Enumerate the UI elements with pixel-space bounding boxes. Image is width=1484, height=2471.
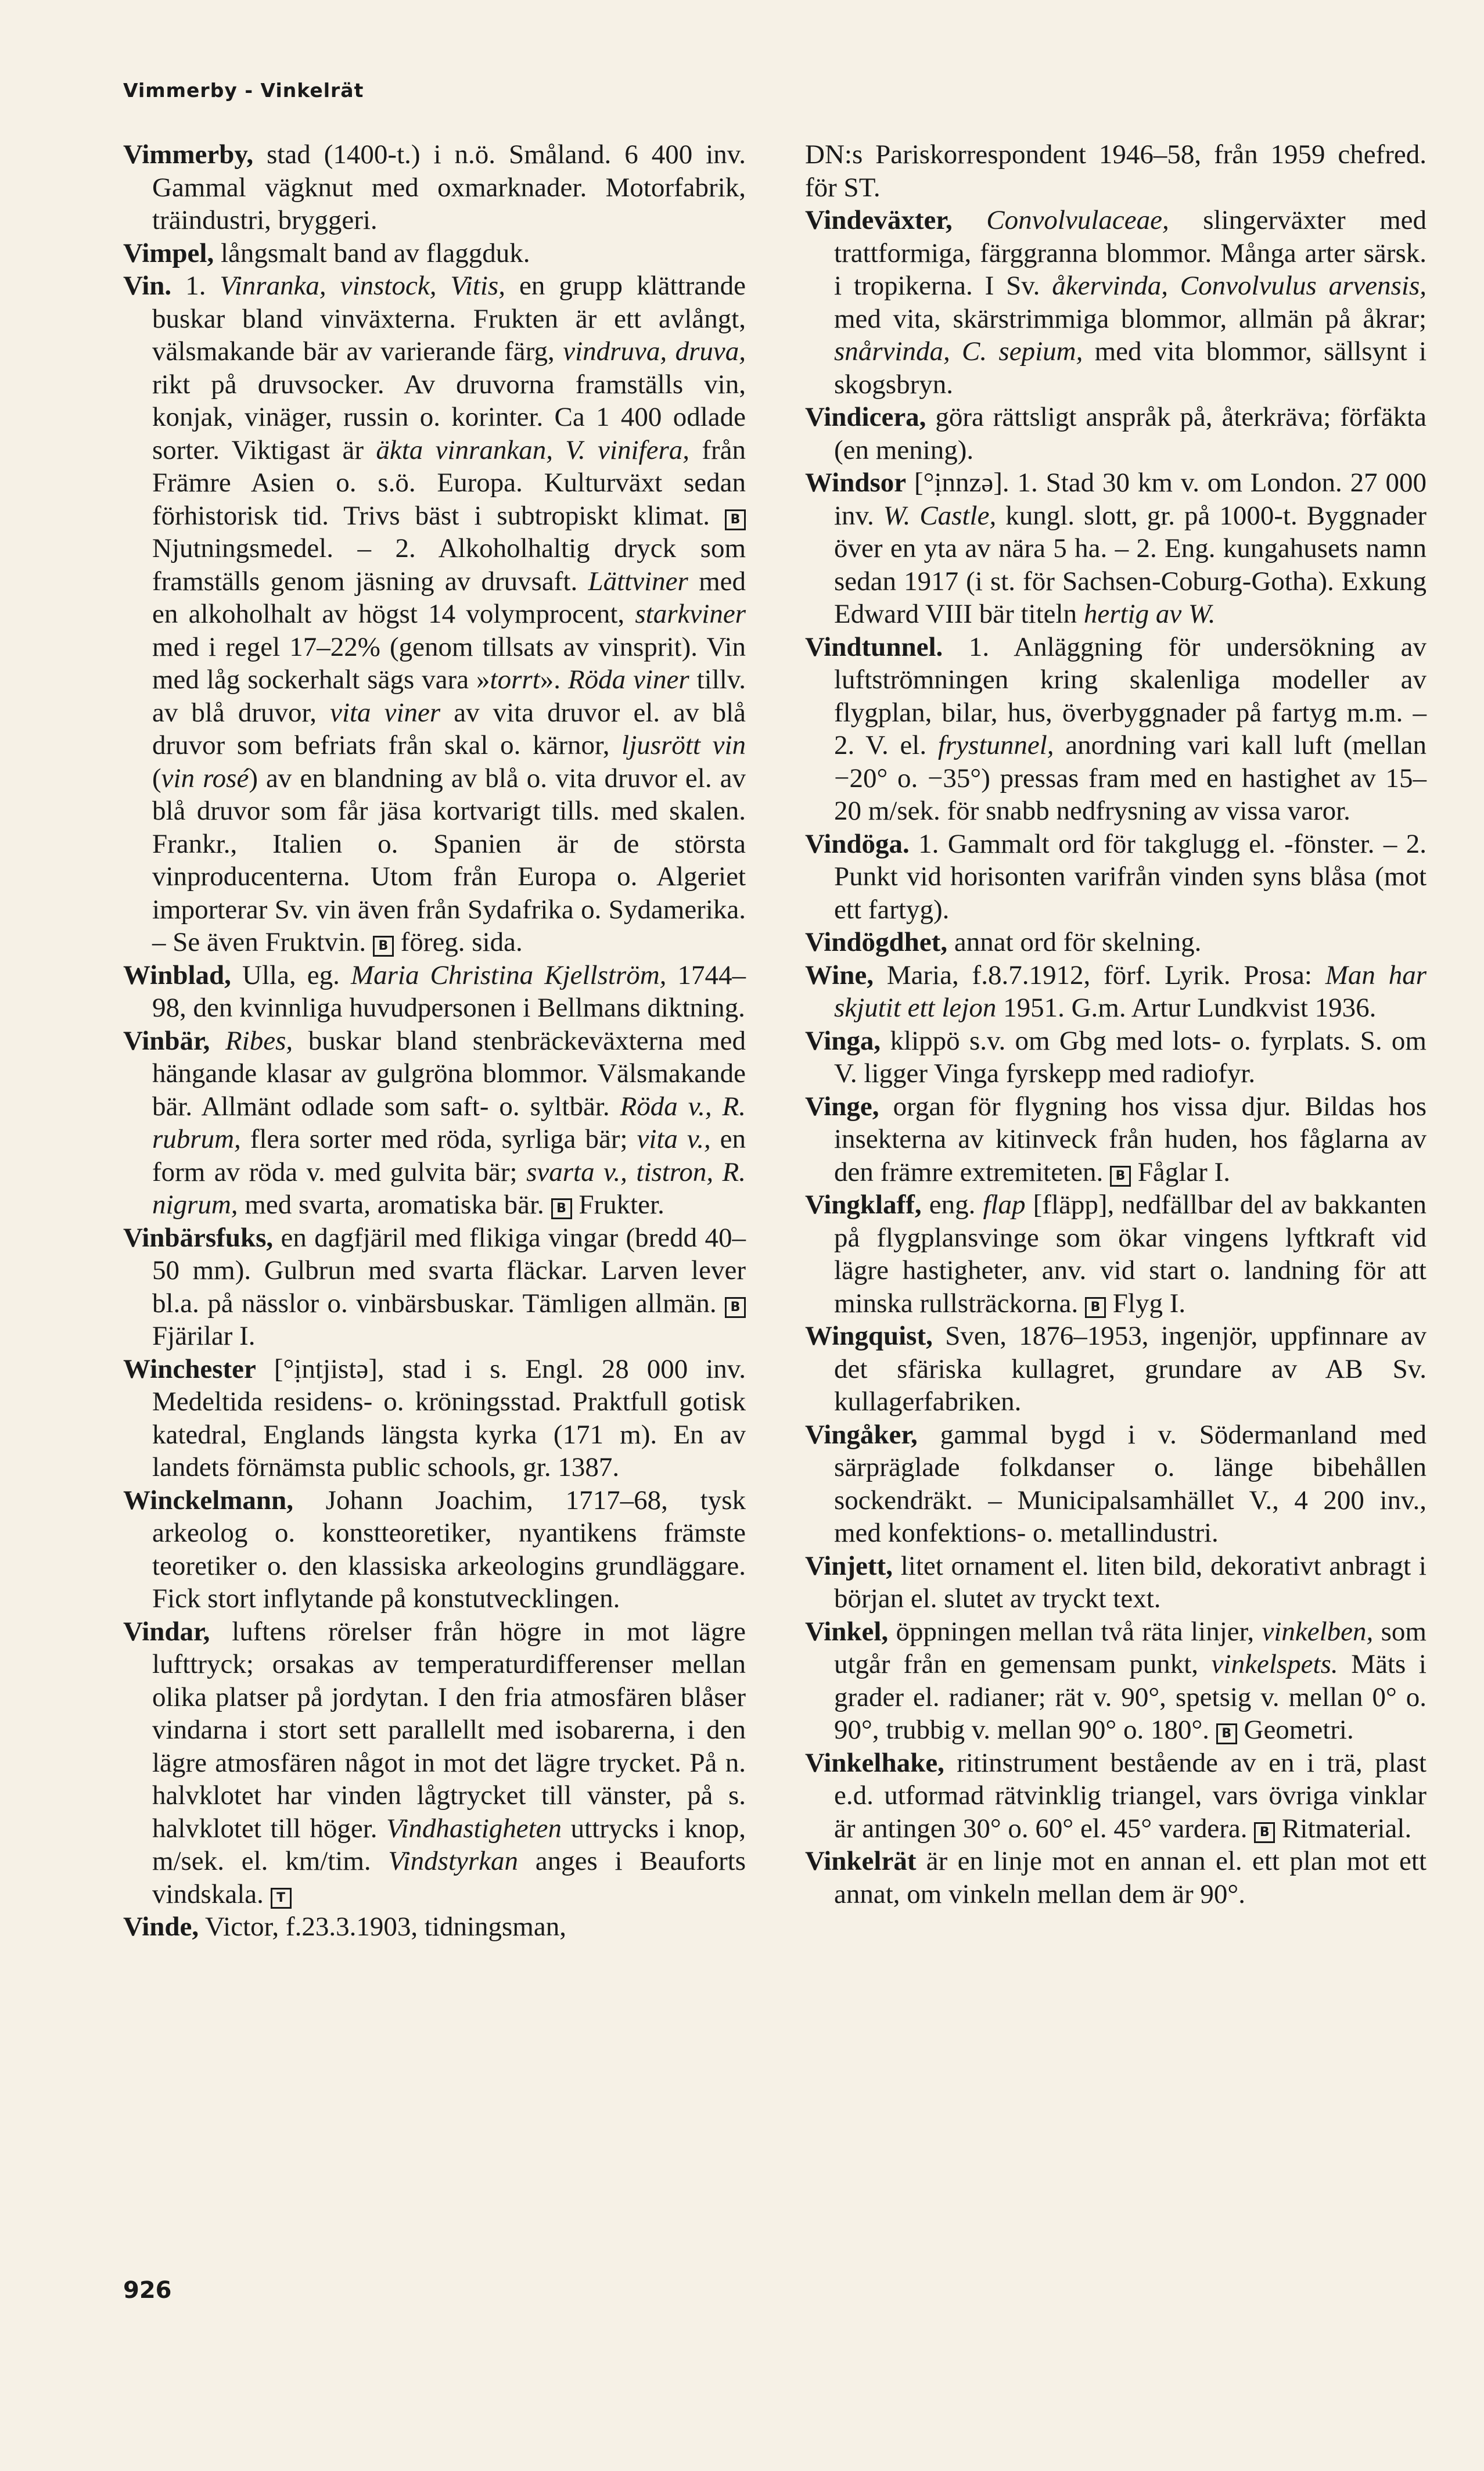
italic-term: vita v., xyxy=(637,1124,711,1154)
entry-text: 1951. G.m. Artur Lundkvist 1936. xyxy=(996,993,1377,1023)
italic-term: Vinranka, vinstock, Vitis, xyxy=(220,271,505,301)
entry-text: en grupp klättrande buskar bland vinväxterna. Frukten är ett avlångt, välsmakande bär av varierande färg, xyxy=(152,271,746,367)
dictionary-entry xyxy=(805,466,1426,631)
entry-text: eng. xyxy=(921,1190,983,1220)
headword: Wingquist, xyxy=(805,1321,933,1351)
entry-text: ritinstrument bestående av en i trä, plast e.d. utformad rätvinklig triangel, vars övriga vinklar är antingen 30° o. 60° el. 45° vardera. xyxy=(834,1747,1426,1844)
left-column xyxy=(123,138,746,1944)
headword: Vindögdhet, xyxy=(805,927,948,957)
entry-text: flera sorter med röda, syrliga bär; xyxy=(240,1124,637,1154)
entry-text: gammal bygd i v. Södermanland med särpräglade folkdanser o. länge bibehållen sockendräkt. – Municipalsamhället V., 4 200 inv., med konfektions- o. metallindustri. xyxy=(834,1419,1426,1548)
italic-term: Vindstyrkan xyxy=(388,1846,519,1876)
headword: Windsor xyxy=(805,468,907,498)
entry-text: Flyg I. xyxy=(1106,1288,1186,1319)
dictionary-entry xyxy=(123,1910,746,1944)
italic-term: ljusrött vin xyxy=(621,730,746,760)
italic-term: svarta v., tistron, R. nigrum, xyxy=(152,1157,746,1220)
entry-text: Ulla, eg. xyxy=(231,960,351,990)
dictionary-entry xyxy=(805,1188,1426,1320)
dictionary-entry xyxy=(805,1025,1426,1090)
italic-term: snårvinda, C. sepium, xyxy=(834,336,1083,367)
entry-text: Fåglar I. xyxy=(1130,1157,1230,1187)
entry-text: föreg. sida. xyxy=(393,927,523,957)
picture-reference-icon: B xyxy=(1254,1822,1275,1843)
italic-term: starkviner xyxy=(635,599,746,629)
italic-term: vin rosé xyxy=(161,763,249,793)
entry-text: ». xyxy=(540,665,568,695)
dictionary-entry xyxy=(805,926,1426,959)
right-column xyxy=(805,138,1426,1910)
entry-continuation xyxy=(805,138,1426,204)
dictionary-entry xyxy=(123,270,746,959)
headword: Vingklaff, xyxy=(805,1190,922,1220)
entry-text: Frukter. xyxy=(572,1190,664,1220)
headword: Vindar, xyxy=(123,1616,210,1647)
picture-reference-icon: B xyxy=(1110,1166,1131,1187)
dictionary-entry xyxy=(805,959,1426,1025)
entry-text: är en linje mot en annan el. ett plan mot ett annat, om vinkeln mellan dem är 90°. xyxy=(834,1846,1426,1909)
entry-text: 1744–98, den kvinnliga huvudpersonen i Bellmans diktning. xyxy=(152,960,746,1023)
headword: Vingåker, xyxy=(805,1419,918,1450)
entry-text: slingerväxter med trattformiga, färggranna blommor. Många arter särsk. i tropikerna. I Sv. xyxy=(834,205,1426,301)
italic-term: Maria Christina Kjellström, xyxy=(350,960,667,990)
entry-text: rikt på druvsocker. Av druvorna framställs vin, konjak, vinäger, russin o. korinter. Ca 1 400 odlade sorter. Viktigast är xyxy=(152,369,746,465)
italic-term: Röda v., R. rubrum, xyxy=(152,1091,746,1154)
entry-text: Johann Joachim, 1717–68, tysk arkeolog o. konstteoretiker, nyantikens främste teoretiker o. den klassiska arkeologins grundläggare. Fick stort inflytande på konstutvecklingen. xyxy=(152,1485,746,1614)
headword: Vinkelrät xyxy=(805,1846,917,1876)
entry-text: med svarta, aromatiska bär. xyxy=(238,1190,551,1220)
italic-term: äkta vinrankan, V. vinifera, xyxy=(376,434,689,465)
italic-term: Ribes, xyxy=(225,1025,293,1056)
entry-text: DN:s Pariskorrespondent 1946–58, från 1959 chefred. för ST. xyxy=(805,139,1426,203)
entry-text: Njutningsmedel. – 2. Alkoholhaltig dryck som framställs genom jäsning av druvsaft. xyxy=(152,533,746,597)
headword: Vimmerby, xyxy=(123,139,254,170)
dictionary-entry xyxy=(805,1747,1426,1845)
picture-reference-icon: B xyxy=(373,936,394,957)
page-number: 926 xyxy=(123,2277,172,2304)
italic-term: Convolvulaceae, xyxy=(986,205,1169,235)
dictionary-entry xyxy=(805,1550,1426,1615)
dictionary-entry xyxy=(805,1320,1426,1418)
table-reference-icon: T xyxy=(271,1888,292,1909)
italic-term: vita viner xyxy=(330,697,441,728)
entry-text: en form av röda v. med gulvita bär; xyxy=(152,1124,746,1187)
entry-text: från Främre Asien o. s.ö. Europa. Kulturväxt sedan förhistorisk tid. Trivs bäst i subtropiskt klimat. xyxy=(152,434,746,531)
headword: Vinbärsfuks, xyxy=(123,1222,274,1253)
dictionary-entry xyxy=(805,1615,1426,1747)
entry-text: [°ịntjistə], stad i s. Engl. 28 000 inv. Medeltida residens- o. kröningsstad. Praktfull gotisk katedral, Englands längsta kyrka (171 m). En av landets förnämsta public schools, gr. 1387. xyxy=(152,1353,746,1482)
entry-text: kungl. slott, gr. på 1000-t. Byggnader över en yta av nära 5 ha. – 2. Eng. kungahusets namn sedan 1917 (i st. för Sachsen-Coburg-Gotha). Exkung Edward VIII bär titeln xyxy=(834,500,1427,629)
dictionary-entry xyxy=(123,1615,746,1911)
entry-text: med vita, skärstrimmiga blommor, allmän på åkrar; xyxy=(834,303,1426,334)
italic-term: vindruva, druva, xyxy=(563,336,746,367)
dictionary-entry xyxy=(123,1353,746,1484)
dictionary-entry xyxy=(805,1845,1426,1910)
entry-text: Maria, f.8.7.1912, förf. Lyrik. Prosa: xyxy=(873,960,1325,990)
headword: Winchester xyxy=(123,1353,256,1384)
entry-text: tillv. av blå druvor, xyxy=(152,665,746,728)
entry-text: 1. Anläggning för undersökning av luftströmningen kring skalenliga modeller av flygplan, bilar, hus, överbyggnader på fartyg m.m. – 2. V. el. xyxy=(834,631,1426,760)
headword: Vindöga. xyxy=(805,828,910,859)
headword: Vinkel, xyxy=(805,1616,889,1647)
entry-text: långsmalt band av flaggduk. xyxy=(214,238,530,268)
entry-text: buskar bland stenbräckeväxterna med hängande klasar av gulgröna blommor. Välsmakande bär. Allmänt odlade som saft- o. syltbär. xyxy=(152,1025,746,1122)
dictionary-entry xyxy=(805,631,1426,828)
picture-reference-icon: B xyxy=(1085,1297,1106,1318)
entry-text: luftens rörelser från högre in mot lägre lufttryck; orsakas av temperaturdifferenser mellan olika platser på jordytan. I den fria atmosfären blåser vindarna i stort sett parallellt med isobarerna, i den lägre atmosfären något in mot det lägre trycket. På n. halvklotet har vinden lågtrycket till vänster, på s. halvklotet till höger. xyxy=(152,1616,746,1844)
italic-term: åkervinda, Convolvulus arvensis, xyxy=(1052,271,1427,301)
dictionary-entry xyxy=(123,237,746,270)
headword: Vindeväxter, xyxy=(805,205,953,235)
entry-text: annat ord för skelning. xyxy=(947,927,1202,957)
entry-text: med en alkoholhalt av högst 14 volymprocent, xyxy=(152,566,746,629)
picture-reference-icon: B xyxy=(725,1297,746,1318)
headword: Vin. xyxy=(123,271,172,301)
italic-term: W. Castle, xyxy=(883,500,997,531)
dictionary-entry xyxy=(123,1222,746,1353)
picture-reference-icon: B xyxy=(725,509,746,530)
italic-term: hertig av W. xyxy=(1083,599,1216,629)
headword: Winblad, xyxy=(123,960,231,990)
headword: Vinge, xyxy=(805,1091,879,1122)
italic-term: vinkelben, xyxy=(1262,1616,1374,1647)
picture-reference-icon: B xyxy=(1216,1723,1237,1744)
italic-term: Man har skjutit ett lejon xyxy=(834,960,1426,1023)
picture-reference-icon: B xyxy=(551,1198,572,1219)
dictionary-entry xyxy=(805,401,1426,466)
entry-text: öppningen mellan två räta linjer, xyxy=(888,1616,1262,1647)
entry-text: anges i Beauforts vindskala. xyxy=(152,1846,746,1909)
dictionary-entry xyxy=(123,959,746,1025)
italic-term: Röda viner xyxy=(567,665,689,695)
headword: Vinjett, xyxy=(805,1550,893,1581)
dictionary-entry xyxy=(805,204,1426,401)
italic-term: frystunnel, xyxy=(937,730,1054,760)
entry-text: Victor, f.23.3.1903, tidningsman, xyxy=(199,1912,566,1942)
entry-text: Ritmaterial. xyxy=(1275,1813,1412,1844)
entry-text xyxy=(953,205,987,235)
entry-text: anordning vari kall luft (mellan −20° o. −35°) pressas fram med en hastighet av 15–20 m/sek. för snabb nedfrysning av vissa varor. xyxy=(834,730,1426,826)
entry-text: av vita druvor el. av blå druvor som befriats från skal o. kärnor, xyxy=(152,697,746,760)
italic-term: vinkelspets. xyxy=(1211,1649,1338,1679)
entry-text: organ för flygning hos vissa djur. Bildas hos insekterna av kitinveck från huden, hos fåglarna av den främre extremiteten. xyxy=(834,1091,1426,1187)
dictionary-entry xyxy=(805,1418,1426,1550)
italic-term: Vindhastigheten xyxy=(386,1813,562,1844)
entry-text xyxy=(210,1026,225,1056)
headword: Wine, xyxy=(805,960,874,990)
headword: Vinbär, xyxy=(123,1025,210,1056)
headword: Vinde, xyxy=(123,1912,199,1942)
entry-text: ) av en blandning av blå o. vita druvor el. av blå druvor som får jäsa kortvarigt tills. med skalen. Frankr., Italien o. Spanien är de största vinproducenterna. Utom från Europa o. Algeriet importerar Sv. vin även från Sydafrika o. Sydamerika. – Se även Fruktvin. xyxy=(152,763,746,957)
italic-term: torrt xyxy=(490,665,540,695)
entry-text: [fläpp], nedfällbar del av bakkanten på flygplansvinge som ökar vingens lyftkraft vid lägre hastigheter, anv. vid start o. landning för att minska rullsträckorna. xyxy=(834,1190,1426,1319)
entry-text: 1. xyxy=(171,271,220,301)
headword: Vimpel, xyxy=(123,238,214,268)
entry-text: stad (1400-t.) i n.ö. Småland. 6 400 inv. Gammal vägknut med oxmarknader. Motorfabrik, träindustri, bryggeri. xyxy=(152,139,746,235)
headword: Vindicera, xyxy=(805,402,926,432)
italic-term: Lättviner xyxy=(588,566,688,597)
dictionary-entry xyxy=(123,138,746,237)
running-head: Vimmerby - Vinkelrät xyxy=(123,79,364,102)
headword: Vindtunnel. xyxy=(805,631,943,662)
headword: Winckelmann, xyxy=(123,1485,293,1515)
entry-text: som utgår från en gemensam punkt, xyxy=(834,1616,1426,1679)
entry-text: Mäts i grader el. radianer; rät v. 90°, spetsig v. mellan 0° o. 90°, trubbig v. mellan 90° o. 180°. xyxy=(834,1649,1426,1745)
headword: Vinga, xyxy=(805,1025,881,1056)
entry-text: Fjärilar I. xyxy=(152,1321,256,1351)
entry-text: Geometri. xyxy=(1237,1715,1354,1745)
dictionary-entry xyxy=(805,1090,1426,1189)
headword: Vinkelhake, xyxy=(805,1747,944,1778)
entry-text: göra rättsligt anspråk på, återkräva; förfäkta (en mening). xyxy=(834,402,1426,465)
dictionary-entry xyxy=(123,1025,746,1222)
dictionary-entry xyxy=(123,1484,746,1615)
entry-text: klippö s.v. om Gbg med lots- o. fyrplats. S. om V. ligger Vinga fyrskepp med radiofyr. xyxy=(834,1025,1426,1089)
entry-text: [°ịnnzə]. 1. Stad 30 km v. om London. 27 000 inv. xyxy=(834,468,1426,531)
italic-term: flap xyxy=(983,1190,1026,1220)
entry-text: uttrycks i knop, m/sek. el. km/tim. xyxy=(152,1813,746,1876)
entry-text: ( xyxy=(152,763,161,793)
entry-text: 1. Gammalt ord för takglugg el. -fönster. – 2. Punkt vid horisonten varifrån vinden syns blåsa (mot ett fartyg). xyxy=(834,828,1426,925)
entry-text: litet ornament el. liten bild, dekorativt anbragt i början el. slutet av tryckt text. xyxy=(834,1550,1426,1614)
entry-text: en dagfjäril med flikiga vingar (bredd 40–50 mm). Gulbrun med svarta fläckar. Larven lever bl.a. på nässlor o. vinbärsbuskar. Tämligen allmän. xyxy=(152,1222,746,1319)
dictionary-entry xyxy=(805,828,1426,926)
entry-text: Sven, 1876–1953, ingenjör, uppfinnare av det sfäriska kullagret, grundare av AB Sv. kullagerfabriken. xyxy=(834,1321,1426,1417)
entry-text: med vita blommor, sällsynt i skogsbryn. xyxy=(834,336,1427,400)
entry-text: med i regel 17–22% (genom tillsats av vinsprit). Vin med låg sockerhalt sägs vara » xyxy=(152,631,746,695)
